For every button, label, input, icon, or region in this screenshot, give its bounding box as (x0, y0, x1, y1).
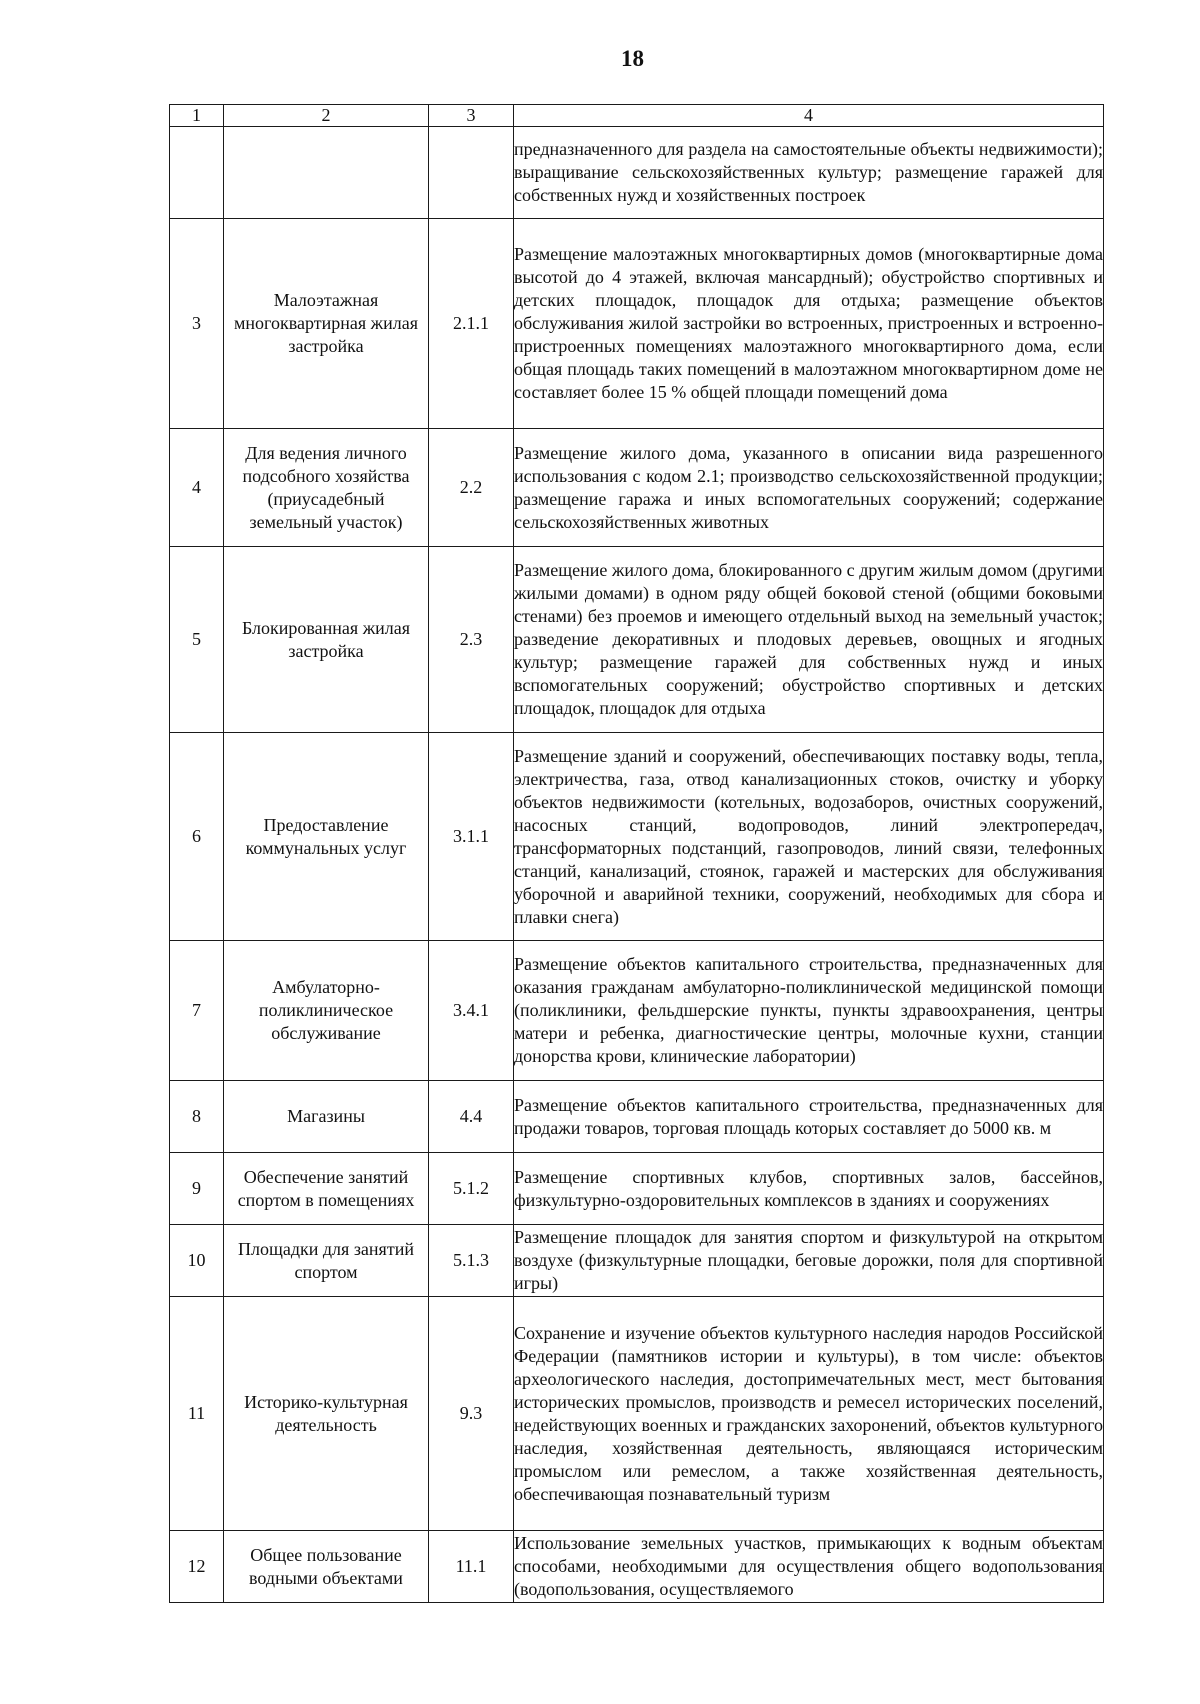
header-col-3: 3 (429, 105, 514, 127)
row-use-name: Малоэтажная многоквартирная жилая застройка (224, 219, 429, 429)
row-number: 11 (170, 1297, 224, 1531)
table-row (170, 429, 1104, 547)
page-number: 18 (621, 46, 644, 71)
row-use-code: 11.1 (429, 1531, 514, 1603)
row-use-description: предназначенного для раздела на самостоятельные объекты недвижимости); выращивание сельскохозяйственных культур; размещение гаражей для собственных нужд и хозяйственных построек (514, 127, 1104, 219)
row-use-name: Магазины (224, 1081, 429, 1153)
row-use-description: Размещение малоэтажных многоквартирных домов (многоквартирные дома высотой до 4 этажей, включая мансардный); обустройство спортивных и детских площадок, площадок для отдыха; размещение объектов обслуживания жилой застройки во встроенных, пристроенных и встроенно-пристроенных помещениях малоэтажного многоквартирного дома, если общая площадь таких помещений в малоэтажном многоквартирном доме не составляет более 15 % общей площади помещений дома (514, 219, 1104, 429)
row-number: 12 (170, 1531, 224, 1603)
row-number: 6 (170, 733, 224, 941)
row-use-code (429, 127, 514, 219)
row-use-name: Историко-культурная деятельность (224, 1297, 429, 1531)
row-use-code: 4.4 (429, 1081, 514, 1153)
row-number: 4 (170, 429, 224, 547)
row-use-name: Площадки для занятий спортом (224, 1225, 429, 1297)
row-use-description: Размещение площадок для занятия спортом и физкультурой на открытом воздухе (физкультурные площадки, беговые дорожки, поля для спортивной игры) (514, 1225, 1104, 1297)
row-use-code: 9.3 (429, 1297, 514, 1531)
table-row (170, 1153, 1104, 1225)
table-row (170, 733, 1104, 941)
row-use-description: Размещение жилого дома, блокированного с другим жилым домом (другими жилыми домами) в одном ряду общей боковой стеной (общими боковыми стенами) без проемов и имеющего отдельный выход на земельный участок; разведение декоративных и плодовых деревьев, овощных и ягодных культур; размещение гаражей для собственных нужд и иных вспомогательных сооружений; обустройство спортивных и детских площадок, площадок для отдыха (514, 547, 1104, 733)
row-number: 9 (170, 1153, 224, 1225)
row-use-description: Сохранение и изучение объектов культурного наследия народов Российской Федерации (памятников истории и культуры), в том числе: объектов археологического наследия, достопримечательных мест, мест бытования исторических промыслов, производств и ремесел исторических поселений, недействующих военных и гражданских захоронений, объектов культурного наследия, хозяйственная деятельность, являющаяся историческим промыслом или ремеслом, а также хозяйственная деятельность, обеспечивающая познавательный туризм (514, 1297, 1104, 1531)
row-use-description: Размещение жилого дома, указанного в описании вида разрешенного использования с кодом 2.1; производство сельскохозяйственной продукции; размещение гаража и иных вспомогательных сооружений; содержание сельскохозяйственных животных (514, 429, 1104, 547)
row-use-description: Использование земельных участков, примыкающих к водным объектам способами, необходимыми для осуществления общего водопользования (водопользования, осуществляемого (514, 1531, 1104, 1603)
row-use-name: Обеспечение занятий спортом в помещениях (224, 1153, 429, 1225)
row-use-code: 5.1.2 (429, 1153, 514, 1225)
table-row (170, 127, 1104, 219)
header-col-4: 4 (514, 105, 1104, 127)
row-use-description: Размещение объектов капитального строительства, предназначенных для оказания гражданам амбулаторно-поликлинической медицинской помощи (поликлиники, фельдшерские пункты, пункты здравоохранения, центры матери и ребенка, диагностические центры, молочные кухни, станции донорства крови, клинические лаборатории) (514, 941, 1104, 1081)
row-use-code: 3.1.1 (429, 733, 514, 941)
table-row (170, 1531, 1104, 1603)
row-use-name: Блокированная жилая застройка (224, 547, 429, 733)
row-use-name: Общее пользование водными объектами (224, 1531, 429, 1603)
table-header-row (170, 105, 1104, 127)
row-use-code: 2.3 (429, 547, 514, 733)
row-number: 3 (170, 219, 224, 429)
table-row (170, 1081, 1104, 1153)
row-number: 7 (170, 941, 224, 1081)
table-row (170, 941, 1104, 1081)
row-use-code: 2.2 (429, 429, 514, 547)
row-use-name: Предоставление коммунальных услуг (224, 733, 429, 941)
row-use-description: Размещение зданий и сооружений, обеспечивающих поставку воды, тепла, электричества, газа, отвод канализационных стоков, очистку и уборку объектов недвижимости (котельных, водозаборов, очистных сооружений, насосных станций, водопроводов, линий электропередач, трансформаторных подстанций, газопроводов, линий связи, телефонных станций, канализаций, стоянок, гаражей и мастерских для обслуживания уборочной и аварийной техники, сооружений, необходимых для сбора и плавки снега) (514, 733, 1104, 941)
table-row (170, 1297, 1104, 1531)
table-row (170, 547, 1104, 733)
row-use-name: Амбулаторно-поликлиническое обслуживание (224, 941, 429, 1081)
row-number: 5 (170, 547, 224, 733)
row-use-description: Размещение объектов капитального строительства, предназначенных для продажи товаров, торговая площадь которых составляет до 5000 кв. м (514, 1081, 1104, 1153)
row-use-code: 5.1.3 (429, 1225, 514, 1297)
row-use-description: Размещение спортивных клубов, спортивных залов, бассейнов, физкультурно-оздоровительных комплексов в зданиях и сооружениях (514, 1153, 1104, 1225)
row-use-code: 2.1.1 (429, 219, 514, 429)
row-use-code: 3.4.1 (429, 941, 514, 1081)
header-col-2: 2 (224, 105, 429, 127)
row-number: 10 (170, 1225, 224, 1297)
row-number: 8 (170, 1081, 224, 1153)
row-use-name: Для ведения личного подсобного хозяйства (приусадебный земельный участок) (224, 429, 429, 547)
row-number (170, 127, 224, 219)
header-col-1: 1 (170, 105, 224, 127)
land-use-table (169, 104, 1104, 1603)
table-row (170, 1225, 1104, 1297)
row-use-name (224, 127, 429, 219)
table-row (170, 219, 1104, 429)
